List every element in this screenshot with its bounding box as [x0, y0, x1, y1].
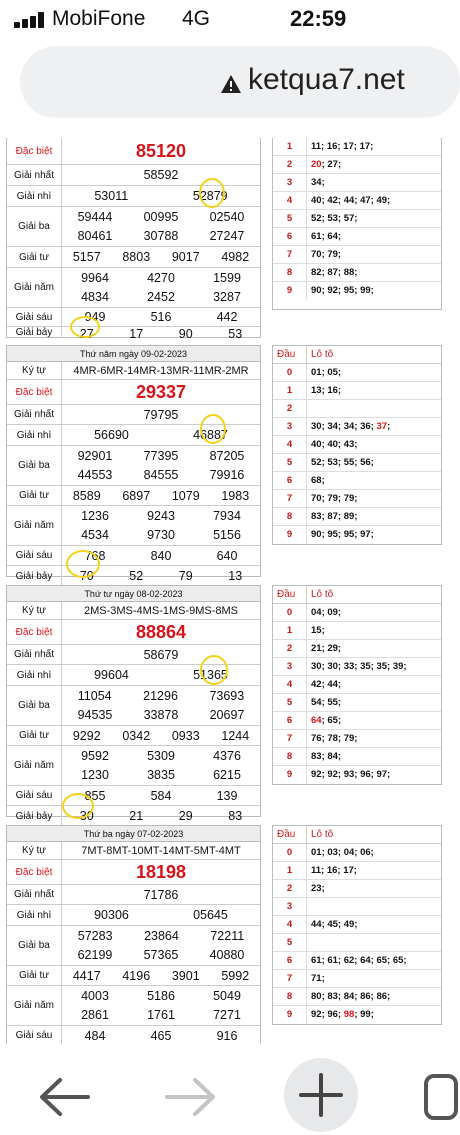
prize-label: Giải ba	[7, 926, 62, 965]
prize-value: 8589	[72, 488, 101, 503]
loto-table	[272, 345, 442, 545]
prize-label: Giải sáu	[7, 546, 62, 565]
prize-value: 0933	[171, 728, 200, 743]
prize-value: 27	[79, 327, 94, 341]
loto-table	[272, 825, 442, 1025]
loto-row: 4 40; 40; 43;	[273, 436, 441, 454]
prize-value: 0342	[122, 728, 151, 743]
prize-label: Giải tư	[7, 966, 62, 985]
loto-row: 5 52; 53; 55; 56;	[273, 454, 441, 472]
prize-value: 516	[150, 310, 172, 324]
loto-row: 6 61; 64;	[273, 228, 441, 246]
loto-row: 2 21; 29;	[273, 640, 441, 658]
prize-value: 83	[228, 809, 243, 823]
draw-code: 7MT-8MT-10MT-14MT-5MT-4MT	[81, 844, 241, 857]
prize-label: Giải tư	[7, 247, 62, 267]
prize-label: Giải tư	[7, 726, 62, 745]
prize-value: 2861	[81, 1008, 109, 1023]
prize-label: Giải bảy	[7, 327, 62, 338]
tabs-icon[interactable]	[412, 1062, 436, 1132]
prize-value: 80461	[77, 229, 113, 244]
loto-row: 2 20; 27;	[273, 156, 441, 174]
prize-label: Giải năm	[7, 746, 62, 785]
prize-value: 27247	[209, 229, 245, 244]
prize-value: 44553	[77, 468, 113, 483]
browser-toolbar	[0, 1044, 436, 1135]
prize-value: 11054	[77, 688, 112, 703]
loto-row: 3 30; 30; 33; 35; 35; 39;	[273, 658, 441, 676]
loto-row: 5	[273, 934, 441, 952]
prize-value: 59444	[77, 209, 113, 224]
prize-value: 4270	[147, 270, 175, 285]
signal-strength-icon	[14, 12, 50, 28]
loto-row: 5 54; 55;	[273, 694, 441, 712]
status-time: 22:59	[290, 6, 347, 31]
prize-value: 17	[129, 327, 144, 341]
draw-code: 4MR-6MR-14MR-13MR-11MR-2MR	[73, 364, 249, 377]
prize-label: Giải sáu	[7, 1026, 62, 1045]
prize-value: 70	[79, 569, 94, 583]
loto-row: 6 61; 61; 62; 64; 65; 65;	[273, 952, 441, 970]
prize-value: 21	[129, 809, 144, 823]
loto-row: 6 68;	[273, 472, 441, 490]
prize-value: 71786	[143, 887, 179, 902]
prize-value: 768	[84, 548, 106, 563]
loto-row: 7 70; 79; 79;	[273, 490, 441, 508]
prize-value: 33878	[143, 708, 179, 723]
prize-value: 1983	[221, 488, 250, 503]
loto-row: 2	[273, 400, 441, 418]
prize-value: 9964	[81, 270, 109, 285]
prize-value: 77395	[143, 448, 179, 463]
warning-icon	[220, 74, 242, 94]
prize-value: 4376	[213, 748, 241, 763]
prize-label: Giải năm	[7, 506, 62, 545]
prize-value: 1079	[171, 488, 200, 503]
prize-label: Giải nhì	[7, 425, 62, 445]
draw-date-title: Thứ ba ngày 07-02-2023	[7, 826, 260, 842]
loto-row: 5 52; 53; 57;	[273, 210, 441, 228]
prize-value: 5049	[213, 988, 241, 1003]
prize-value: 2452	[147, 290, 175, 305]
prize-value: 442	[216, 310, 238, 324]
loto-row: 9 92; 92; 93; 96; 97;	[273, 766, 441, 784]
prize-value: 1230	[81, 768, 109, 783]
prize-label: Giải ba	[7, 207, 62, 246]
loto-row: 3 34;	[273, 174, 441, 192]
prize-label: Giải sáu	[7, 786, 62, 805]
prize-table	[6, 585, 261, 823]
prize-label: Ký tự	[7, 362, 62, 379]
new-tab-plus-icon	[296, 1070, 346, 1120]
loto-row: 1 11; 16; 17;	[273, 862, 441, 880]
prize-label: Giải tư	[7, 486, 62, 505]
prize-value: 6215	[213, 768, 241, 783]
prize-value: 6897	[122, 488, 151, 503]
prize-label: Giải nhất	[7, 405, 62, 424]
loto-row: 8 80; 83; 84; 86; 86;	[273, 988, 441, 1006]
prize-value: 57365	[143, 948, 179, 963]
loto-row: 1 13; 16;	[273, 382, 441, 400]
prize-value: 640	[216, 548, 238, 563]
prize-value: 84555	[143, 468, 179, 483]
loto-row: 4 42; 44;	[273, 676, 441, 694]
prize-value: 05645	[193, 908, 228, 922]
address-bar[interactable]	[20, 46, 460, 118]
loto-row: 7 70; 79;	[273, 246, 441, 264]
loto-table	[272, 585, 442, 785]
prize-value: 4003	[81, 988, 109, 1003]
prize-value: 9730	[147, 528, 175, 543]
loto-head-label: Đầu	[273, 826, 307, 843]
loto-row: 1 15;	[273, 622, 441, 640]
special-prize-value: 18198	[135, 861, 187, 882]
prize-value: 92901	[77, 448, 113, 463]
prize-value: 90306	[94, 908, 129, 922]
prize-value: 94535	[77, 708, 113, 723]
loto-row: 0 01; 05;	[273, 364, 441, 382]
loto-row: 9 90; 95; 95; 97;	[273, 526, 441, 544]
prize-value: 56690	[94, 428, 129, 442]
loto-row: 8 83; 87; 89;	[273, 508, 441, 526]
prize-value: 3835	[147, 768, 175, 783]
loto-row: 7 76; 78; 79;	[273, 730, 441, 748]
prize-value: 87205	[209, 448, 245, 463]
draw-date-title: Thứ tư ngày 08-02-2023	[7, 586, 260, 602]
prize-value: 30788	[143, 229, 179, 244]
prize-value: 3901	[171, 968, 200, 983]
loto-head-label: Lô tô	[311, 829, 334, 840]
prize-label: Giải ba	[7, 446, 62, 485]
prize-label: Giải nhì	[7, 186, 62, 206]
prize-table	[6, 345, 261, 583]
prize-value: 465	[150, 1028, 172, 1043]
back-arrow-icon[interactable]	[30, 1062, 100, 1132]
prize-value: 53011	[94, 189, 129, 203]
prize-label: Giải năm	[7, 986, 62, 1025]
new-tab-button[interactable]	[284, 1058, 358, 1132]
prize-value: 4196	[122, 968, 151, 983]
prize-label: Đặc biệt	[7, 620, 62, 644]
prize-value: 73693	[209, 688, 245, 703]
prize-value: 484	[84, 1028, 106, 1043]
loto-row: 1 11; 16; 17; 17;	[273, 138, 441, 156]
network-type: 4G	[182, 7, 211, 30]
prize-label: Giải nhất	[7, 645, 62, 664]
prize-value: 3287	[213, 290, 241, 305]
prize-value: 72211	[210, 928, 245, 943]
loto-row: 7 71;	[273, 970, 441, 988]
prize-value: 1244	[221, 728, 250, 743]
loto-row: 6 64; 65;	[273, 712, 441, 730]
prize-value: 5992	[221, 968, 250, 983]
loto-head-label: Lô tô	[311, 589, 334, 600]
loto-row: 9 92; 96; 98; 99;	[273, 1006, 441, 1024]
prize-value: 4982	[221, 250, 250, 264]
prize-value: 99604	[94, 668, 129, 682]
prize-value: 57283	[77, 928, 113, 943]
loto-head-label: Đầu	[273, 586, 307, 603]
prize-label: Giải năm	[7, 268, 62, 307]
prize-table	[6, 138, 261, 341]
prize-label: Giải bảy	[7, 566, 62, 586]
prize-value: 139	[216, 788, 238, 803]
prize-value: 5186	[147, 988, 175, 1003]
special-prize-value: 29337	[135, 381, 187, 402]
prize-label: Giải nhất	[7, 165, 62, 185]
loto-row: 8 82; 87; 88;	[273, 264, 441, 282]
prize-value: 79795	[143, 407, 179, 422]
prize-value: 23864	[144, 928, 179, 943]
prize-value: 916	[216, 1028, 238, 1043]
prize-value: 1599	[213, 270, 241, 285]
status-bar	[0, 0, 436, 40]
loto-row: 4 40; 42; 44; 47; 49;	[273, 192, 441, 210]
prize-value: 51365	[193, 668, 228, 682]
prize-value: 1761	[147, 1008, 175, 1023]
loto-head-label: Đầu	[273, 346, 307, 363]
draw-date-title: Thứ năm ngày 09-02-2023	[7, 346, 260, 362]
prize-label: Đặc biệt	[7, 138, 62, 164]
loto-row: 3	[273, 898, 441, 916]
draw-code: 2MS-3MS-4MS-1MS-9MS-8MS	[83, 604, 239, 617]
url-text[interactable]: ketqua7.net	[248, 63, 405, 96]
prize-value: 9592	[81, 748, 109, 763]
prize-value: 9243	[147, 508, 175, 523]
special-prize-value: 88864	[135, 621, 187, 642]
prize-value: 4534	[81, 528, 109, 543]
loto-row: 8 83; 84;	[273, 748, 441, 766]
prize-label: Ký tự	[7, 842, 62, 859]
prize-value: 13	[228, 569, 243, 583]
prize-label: Giải nhất	[7, 885, 62, 904]
prize-value: 02540	[209, 209, 245, 224]
special-prize-value: 85120	[135, 140, 187, 161]
prize-label: Giải ba	[7, 686, 62, 725]
prize-value: 30	[79, 809, 94, 823]
prize-value: 20697	[209, 708, 245, 723]
prize-value: 5156	[213, 528, 241, 543]
prize-value: 1236	[81, 508, 109, 523]
prize-value: 855	[84, 788, 106, 803]
prize-value: 8803	[122, 250, 151, 264]
loto-table	[272, 138, 442, 310]
forward-arrow-icon[interactable]	[155, 1062, 225, 1132]
prize-value: 4834	[81, 290, 109, 305]
prize-label: Giải nhì	[7, 665, 62, 685]
prize-value: 52	[129, 569, 144, 583]
prize-value: 840	[150, 548, 172, 563]
prize-value: 00995	[143, 209, 179, 224]
prize-value: 90	[178, 327, 193, 341]
loto-row: 0 01; 03; 04; 06;	[273, 844, 441, 862]
prize-label: Ký tự	[7, 602, 62, 619]
prize-value: 29	[178, 809, 193, 823]
prize-value: 9292	[72, 728, 101, 743]
carrier-name: MobiFone	[52, 7, 146, 30]
prize-value: 79	[178, 569, 193, 583]
prize-value: 584	[150, 788, 172, 803]
loto-row: 0 04; 09;	[273, 604, 441, 622]
loto-head-label: Lô tô	[311, 349, 334, 360]
prize-value: 62199	[77, 948, 113, 963]
prize-value: 58679	[143, 647, 179, 662]
prize-value: 58592	[143, 168, 179, 182]
prize-value: 7934	[213, 508, 241, 523]
prize-label: Đặc biệt	[7, 380, 62, 404]
prize-value: 46887	[193, 428, 228, 442]
prize-value: 7271	[213, 1008, 241, 1023]
loto-row: 2 23;	[273, 880, 441, 898]
prize-label: Giải sáu	[7, 308, 62, 326]
loto-row: 4 44; 45; 49;	[273, 916, 441, 934]
prize-value: 5309	[147, 748, 175, 763]
prize-value: 5157	[72, 250, 101, 264]
prize-value: 9017	[171, 250, 200, 264]
prize-value: 79916	[209, 468, 245, 483]
loto-row: 9 90; 92; 95; 99;	[273, 282, 441, 300]
prize-value: 4417	[72, 968, 101, 983]
prize-label: Giải bảy	[7, 806, 62, 826]
prize-value: 53	[228, 327, 243, 341]
prize-value: 949	[84, 310, 106, 324]
prize-label: Đặc biệt	[7, 860, 62, 884]
page-content	[0, 138, 436, 1044]
prize-value: 52879	[192, 189, 228, 203]
loto-row: 3 30; 34; 34; 36; 37;	[273, 418, 441, 436]
prize-label: Giải nhì	[7, 905, 62, 925]
prize-value: 21296	[143, 688, 178, 703]
prize-value: 40880	[209, 948, 245, 963]
prize-table	[6, 825, 261, 1057]
